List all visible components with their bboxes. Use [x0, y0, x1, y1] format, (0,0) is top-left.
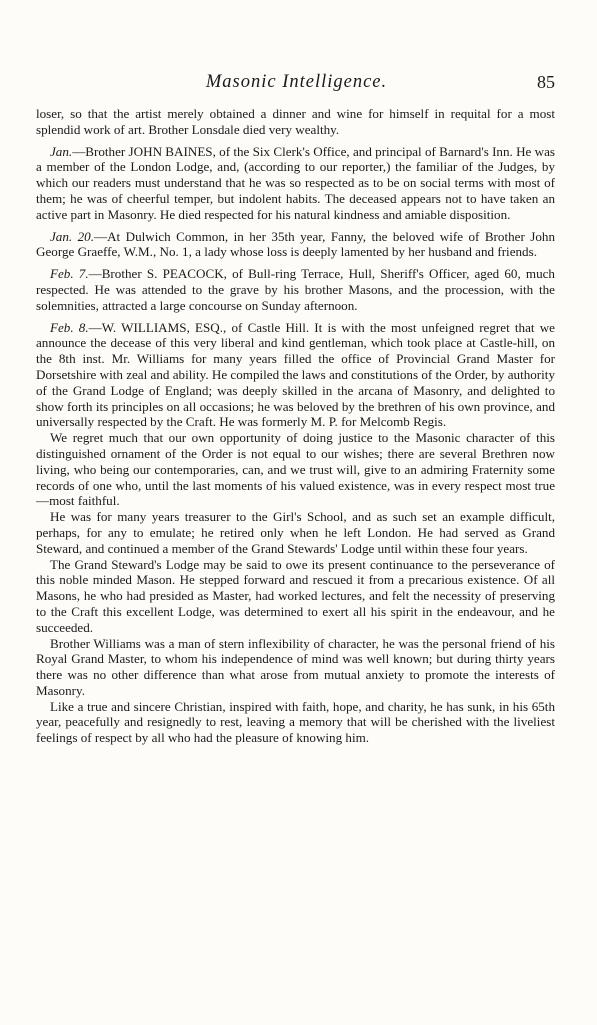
- page-number: 85: [537, 72, 555, 92]
- paragraph-regret: [36, 430, 555, 509]
- paragraph-character: [36, 636, 555, 699]
- paragraph-text: We regret much that our own opportunity of doing justice to the Masonic character of this distinguished ornament of the Order is not equal to our wishes; there are several Brethren now living, who being our contemporaries, can, and we trust will, give to an admiring Fraternity some records of one who, until the last moments of his valued existence, was in every respect most true—most faithful.: [36, 430, 555, 509]
- paragraph-treasurer: [36, 509, 555, 556]
- paragraph-text: The Grand Steward's Lodge may be said to owe its present continuance to the perseverance of this noble minded Mason. He stepped forward and rescued it from a precarious existence. Of all Masons, he who had presided as Master, had worked lectures, and felt the necessity of preserving to the Craft this excellent Lodge, was determined to exert all his spirit in the endeavour, and he succeeded.: [36, 556, 555, 635]
- entry-date: Feb. 7.: [50, 266, 89, 282]
- entry-date: Feb. 8.: [50, 319, 89, 335]
- paragraph-text: —At Dulwich Common, in her 35th year, Fanny, the beloved wife of Brother John George Graeffe, W.M., No. 1, a lady whose loss is deeply lamented by her husband and friends.: [36, 228, 555, 260]
- paragraph-continuation: [36, 106, 555, 138]
- obituary-peacock: [36, 266, 555, 313]
- paragraph-text: —Brother S. PEACOCK, of Bull-ring Terrace, Hull, Sheriff's Officer, aged 60, much respected. He was attended to the grave by his brother Masons, and the procession, with the solemnities, attracted a large concourse on Sunday afternoon.: [36, 266, 555, 313]
- paragraph-text: Like a true and sincere Christian, inspired with faith, hope, and charity, he has sunk, in his 65th year, peacefully and resignedly to rest, leaving a memory that will be cherished with the liveliest feelings of respect by all who had the pleasure of knowing him.: [36, 698, 555, 746]
- paragraph-text: loser, so that the artist merely obtained a dinner and wine for himself in requital for a most splendid work of art. Brother Lonsdale died very wealthy.: [36, 106, 555, 137]
- paragraph-text: He was for many years treasurer to the Girl's School, and as such set an example difficult, perhaps, for any to emulate; he retired only when he left London. He had served as Grand Steward, and continued a member of the Grand Stewards' Lodge until within these four years.: [36, 509, 555, 556]
- obituary-williams: [36, 320, 555, 431]
- entry-date: Jan.: [50, 143, 73, 159]
- entry-date: Jan. 20.: [50, 228, 94, 244]
- running-title: Masonic Intelligence.: [205, 72, 388, 92]
- paragraph-text: —W. WILLIAMS, ESQ., of Castle Hill. It is with the most unfeigned regret that we announce the decease of this very liberal and kind gentleman, which took place at Castle-hill, on the 8th inst. Mr. Williams for many years filled the office of Provincial Grand Master for Dorsetshire with zeal and ability. He compiled the laws and constitutions of the Order, by authority of the Grand Lodge of England; was deeply skilled in the arcana of Masonry, and delighted to show forth its principles on all occasions; he was beloved by the brethren of his own province, and universally respected by the Craft. He was formerly M. P. for Melcomb Regis.: [36, 319, 555, 430]
- paragraph-text: Brother Williams was a man of stern inflexibility of character, he was the personal friend of his Royal Grand Master, to whom his independence of mind was well known; but during thirty years there was no other difference than what arose from mutual anxiety to promote the interests of Masonry.: [36, 635, 555, 698]
- paragraph-text: —Brother JOHN BAINES, of the Six Clerk's Office, and principal of Barnard's Inn. He was a member of the London Lodge, and, (according to our reporter,) the familiar of the Judges, by which our readers must understand that he was so respected as to be on social terms with most of them; he was of cheerful temper, but indolent habits. The deceased appears not to have taken an active part in Masonry. He died respected for his natural kindness and amiable disposition.: [36, 143, 555, 222]
- obituary-graeffe: [36, 229, 555, 261]
- paragraph-stewards-lodge: [36, 557, 555, 636]
- paragraph-closing: [36, 699, 555, 746]
- article-body: [36, 106, 555, 746]
- page-header: [38, 72, 555, 98]
- obituary-baines: [36, 144, 555, 223]
